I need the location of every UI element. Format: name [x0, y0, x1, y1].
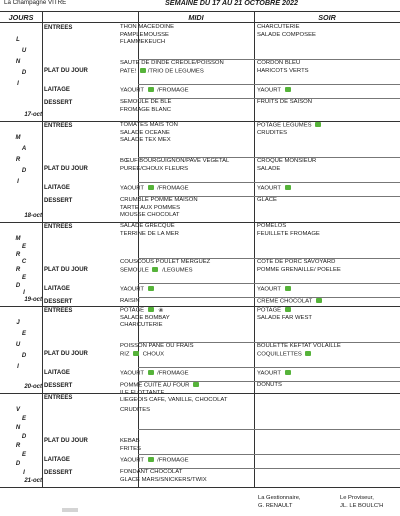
- menu-item: POTAGE LEGUMES: [257, 122, 323, 130]
- row-separator: [138, 84, 400, 85]
- day-letter: E: [21, 331, 26, 337]
- day-letter: I: [23, 470, 25, 476]
- soir-plat-du-jour-cell: [257, 60, 309, 75]
- menu-item: YAOURT: [257, 286, 293, 294]
- menu-item: YAOURT /FROMAGE: [120, 370, 189, 377]
- midi-entrees-cell: [120, 24, 174, 47]
- menu-item: SEMOULE /LEGUMES: [120, 267, 193, 273]
- midi-entrees-cell: [120, 307, 170, 330]
- midi-plat-du-jour-cell: [120, 343, 194, 358]
- day-letter: C: [21, 259, 27, 266]
- day-letter: R: [15, 157, 21, 163]
- menu-item: GLACE MARS/SNICKERS/TWIX: [120, 476, 207, 483]
- organic-badge-icon: [152, 267, 158, 272]
- organic-badge-icon: [285, 185, 291, 190]
- menu-item: DONUTS: [257, 382, 282, 388]
- day-letter: D: [21, 434, 27, 440]
- midi-laitage-cell: [120, 87, 189, 95]
- menu-item: POMELOS: [257, 223, 287, 229]
- gestionnaire-title: La Gestionnaire,: [258, 495, 301, 501]
- menu-item: FEUILLETE FROMAGE: [257, 230, 320, 237]
- menu-item: COQUILLETTES: [257, 351, 341, 359]
- day-date: 21-oct: [24, 478, 42, 484]
- organic-badge-icon: [148, 457, 154, 462]
- organic-badge-icon: [316, 298, 322, 303]
- day-date: 20-oct: [24, 384, 42, 390]
- category-laitage: LAITAGE: [44, 185, 70, 191]
- organic-badge-icon: [148, 185, 154, 190]
- midi-entrees-cell: [120, 223, 179, 238]
- menu-item: SEMOULE DE BLE: [120, 99, 172, 105]
- day-date: 17-oct: [24, 112, 42, 118]
- menu-item: PATE! /TRIO DE LEGUMES: [120, 68, 204, 74]
- soir-entrees-cell: [257, 223, 320, 238]
- day-letter: U: [21, 48, 27, 54]
- menu-item: BOULETTE KEFTAT VOLAILLE: [257, 343, 341, 349]
- day-separator: [0, 306, 400, 307]
- category-entrees: ENTREES: [44, 308, 73, 314]
- row-separator: [138, 454, 400, 455]
- menu-item: KEBAB: [120, 438, 140, 444]
- category-dessert: DESSERT: [44, 100, 73, 106]
- soir-plat-du-jour-cell: [257, 158, 316, 173]
- midi-dessert-cell: [120, 469, 207, 484]
- menu-item: YAOURT /FROMAGE: [120, 457, 189, 464]
- midi-plat-du-jour-cell: [120, 60, 224, 75]
- menu-item: FRUITS DE SAISON: [257, 99, 312, 105]
- table-bottom-border: [0, 487, 400, 488]
- day-letter: R: [15, 267, 21, 273]
- menu-item: SAUTE DE DINDE CREOLE/POISSON: [120, 60, 224, 66]
- row-separator: [138, 429, 400, 430]
- category-plat-du-jour: PLAT DU JOUR: [44, 166, 88, 172]
- organic-badge-icon: [140, 68, 146, 73]
- menu-item: CORDON BLEU: [257, 60, 301, 66]
- menu-item: SALADE: [257, 165, 281, 172]
- row-separator: [138, 367, 400, 368]
- day-letter: E: [21, 416, 26, 422]
- soir-dessert-cell: [257, 298, 324, 306]
- menu-item: POMME CUITE AU FOUR: [120, 382, 227, 390]
- day-letter: D: [21, 168, 27, 174]
- soir-plat-du-jour-cell: [257, 343, 341, 358]
- soir-dessert-cell: [257, 382, 282, 390]
- organic-badge-icon: [148, 307, 154, 312]
- organic-badge-icon: [315, 122, 321, 127]
- soir-entrees-cell: [257, 307, 312, 322]
- menu-item: YAOURT: [257, 370, 293, 378]
- stamp-mark: [62, 508, 78, 512]
- category-dessert: DESSERT: [44, 383, 73, 389]
- category-laitage: LAITAGE: [44, 286, 70, 292]
- menu-item: BŒUF BOURGUIGNON/PAVE VEGETAL: [120, 158, 230, 164]
- menu-item: YAOURT: [257, 87, 293, 95]
- menu-item: COTE DE PORC SAVOYARD: [257, 259, 336, 265]
- day-letter: D: [15, 282, 21, 289]
- header-midi: MIDI: [138, 11, 254, 23]
- category-plat-du-jour: PLAT DU JOUR: [44, 68, 88, 74]
- proviseur-name: JL. LE BOULC'H: [340, 503, 384, 509]
- day-letter: E: [21, 243, 26, 250]
- soir-laitage-cell: [257, 185, 293, 193]
- row-separator: [138, 283, 400, 284]
- organic-badge-icon: [305, 351, 311, 356]
- menu-item: PUREE/CHOUX FLEURS: [120, 165, 189, 172]
- header-blank: [42, 11, 138, 23]
- menu-item: SALADE OCEANE: [120, 129, 170, 136]
- menu-item: RAISIN: [120, 298, 140, 304]
- day-letter: M: [15, 135, 21, 141]
- day-letter: I: [17, 179, 19, 185]
- school-name: La Champagne VITRE: [4, 0, 67, 6]
- menu-item: SALADE TEX MEX: [120, 137, 171, 143]
- organic-badge-icon: [148, 87, 154, 92]
- row-separator: [138, 182, 400, 183]
- category-entrees: ENTREES: [44, 224, 73, 230]
- menu-item: POTAGE: [257, 307, 312, 315]
- organic-badge-icon: [285, 307, 291, 312]
- menu-item: CROQUE MONSIEUR: [257, 158, 317, 164]
- menu-item: CHARCUTERIE: [120, 322, 163, 328]
- day-letter: D: [21, 353, 27, 359]
- menu-item: LIEGEOIS CAFE, VANILLE, CHOCOLAT: [120, 397, 228, 403]
- day-date: 19-oct: [24, 297, 42, 303]
- day-letter: M: [15, 236, 21, 242]
- menu-item: GLACE: [257, 197, 277, 203]
- menu-item: HARICOTS VERTS: [257, 67, 309, 74]
- menu-item: RIZ CHOUX: [120, 351, 165, 357]
- organic-badge-icon: [148, 370, 154, 375]
- menu-item: FROMAGE BLANC: [120, 106, 172, 113]
- soir-dessert-cell: [257, 99, 312, 107]
- organic-badge-icon: [285, 286, 291, 291]
- menu-item: YAOURT /FROMAGE: [120, 87, 189, 94]
- day-separator: [0, 393, 400, 394]
- menu-item: COUSCOUS POULET MERGUEZ: [120, 259, 211, 265]
- day-letter: D: [15, 461, 21, 467]
- menu-item: YAOURT /FROMAGE: [120, 185, 189, 192]
- day-letter: E: [21, 274, 26, 281]
- soir-entrees-cell: [257, 24, 316, 39]
- midi-plat-du-jour-cell: [120, 438, 141, 453]
- menu-item: YAOURT: [257, 185, 293, 193]
- midi-plat-du-jour-cell: [120, 158, 229, 173]
- menu-item: CRUDITES: [257, 129, 288, 136]
- midi-laitage-cell: [120, 370, 189, 378]
- midi-entrees-cell: [120, 407, 150, 415]
- menu-item: TARTE AUX POMMES: [120, 204, 181, 211]
- menu-item: MOUSSE CHOCOLAT: [120, 212, 180, 218]
- day-separator: [0, 121, 400, 122]
- category-dessert: DESSERT: [44, 299, 73, 305]
- menu-item: CREME CHOCOLAT: [257, 298, 324, 306]
- divider-midi: [138, 11, 139, 487]
- day-letter: J: [16, 320, 20, 326]
- menu-item: CRUMBLE POMME MAISON: [120, 197, 198, 203]
- day-letter: R: [15, 251, 21, 258]
- menu-item: ILE FLOTTANTE: [120, 389, 165, 396]
- header-days: JOURS: [0, 11, 42, 23]
- menu-item: SALADE FAR WEST: [257, 314, 312, 321]
- category-plat-du-jour: PLAT DU JOUR: [44, 351, 88, 357]
- category-laitage: LAITAGE: [44, 370, 70, 376]
- midi-dessert-cell: [120, 197, 198, 220]
- midi-entrees-cell: [120, 122, 178, 145]
- midi-dessert-cell: [120, 298, 140, 306]
- day-letter: I: [23, 290, 25, 297]
- soir-laitage-cell: [257, 87, 293, 95]
- category-laitage: LAITAGE: [44, 457, 70, 463]
- flower-icon: ❀: [158, 307, 164, 314]
- soir-laitage-cell: [257, 286, 293, 294]
- menu-item: FLAMMEKEUCH: [120, 39, 166, 45]
- soir-entrees-cell: [257, 122, 323, 137]
- proviseur-signature: [340, 494, 383, 510]
- menu-item: YAOURT: [120, 286, 156, 294]
- category-entrees: ENTREES: [44, 395, 73, 401]
- menu-item: THON MACEDOINE: [120, 24, 174, 30]
- day-separator: [0, 222, 400, 223]
- day-letter: I: [17, 81, 19, 87]
- midi-plat-du-jour-cell: [120, 259, 210, 274]
- day-letter: E: [21, 452, 26, 458]
- category-dessert: DESSERT: [44, 470, 73, 476]
- organic-badge-icon: [133, 351, 139, 356]
- divider-soir: [254, 11, 255, 487]
- menu-item: SALADE BOMBAY: [120, 314, 170, 321]
- day-letter: A: [21, 146, 27, 152]
- midi-laitage-cell: [120, 457, 189, 465]
- menu-item: FRITES: [120, 445, 141, 452]
- midi-dessert-cell: [120, 99, 171, 114]
- day-letter: D: [21, 70, 27, 76]
- menu-item: TOMATES MAIS TON: [120, 122, 178, 128]
- category-plat-du-jour: PLAT DU JOUR: [44, 438, 88, 444]
- menu-item: CHARCUTERIE: [257, 24, 300, 30]
- category-entrees: ENTREES: [44, 25, 73, 31]
- day-letter: U: [15, 342, 21, 348]
- soir-plat-du-jour-cell: [257, 259, 341, 274]
- menu-item: SALADE COMPOSEE: [257, 31, 316, 38]
- category-entrees: ENTREES: [44, 123, 73, 129]
- day-letter: I: [17, 364, 19, 370]
- day-letter: N: [15, 59, 21, 65]
- midi-laitage-cell: [120, 185, 189, 193]
- organic-badge-icon: [148, 286, 154, 291]
- menu-item: FONDANT CHOCOLAT: [120, 469, 183, 475]
- organic-badge-icon: [193, 382, 199, 387]
- menu-item: PAMPLEMOUSSE: [120, 31, 169, 38]
- organic-badge-icon: [285, 87, 291, 92]
- category-laitage: LAITAGE: [44, 87, 70, 93]
- soir-dessert-cell: [257, 197, 277, 205]
- gestionnaire-signature: [258, 494, 301, 510]
- day-letter: V: [15, 407, 20, 413]
- menu-item: POTAGE ❀: [120, 307, 164, 314]
- week-title: SEMAINE DU 17 AU 21 OCTOBRE 2022: [165, 0, 299, 7]
- menu-item: TERRINE DE LA MER: [120, 230, 179, 237]
- menu-item: SALADE GRECQUE: [120, 223, 175, 229]
- menu-item: POISSON PANE OU FRAIS: [120, 343, 194, 349]
- menu-item: CRUDITES: [120, 407, 151, 413]
- menu-item: POMME GRENAILLE/ POELEE: [257, 266, 341, 273]
- organic-badge-icon: [285, 370, 291, 375]
- soir-laitage-cell: [257, 370, 293, 378]
- gestionnaire-name: G. RENAULT: [258, 503, 293, 509]
- category-dessert: DESSERT: [44, 198, 73, 204]
- midi-laitage-cell: [120, 286, 156, 294]
- day-letter: R: [15, 443, 21, 449]
- proviseur-title: Le Proviseur,: [340, 495, 374, 501]
- day-letter: L: [16, 37, 20, 43]
- day-date: 18-oct: [24, 213, 42, 219]
- day-letter: N: [15, 425, 21, 431]
- header-soir: SOIR: [254, 11, 400, 23]
- category-plat-du-jour: PLAT DU JOUR: [44, 267, 88, 273]
